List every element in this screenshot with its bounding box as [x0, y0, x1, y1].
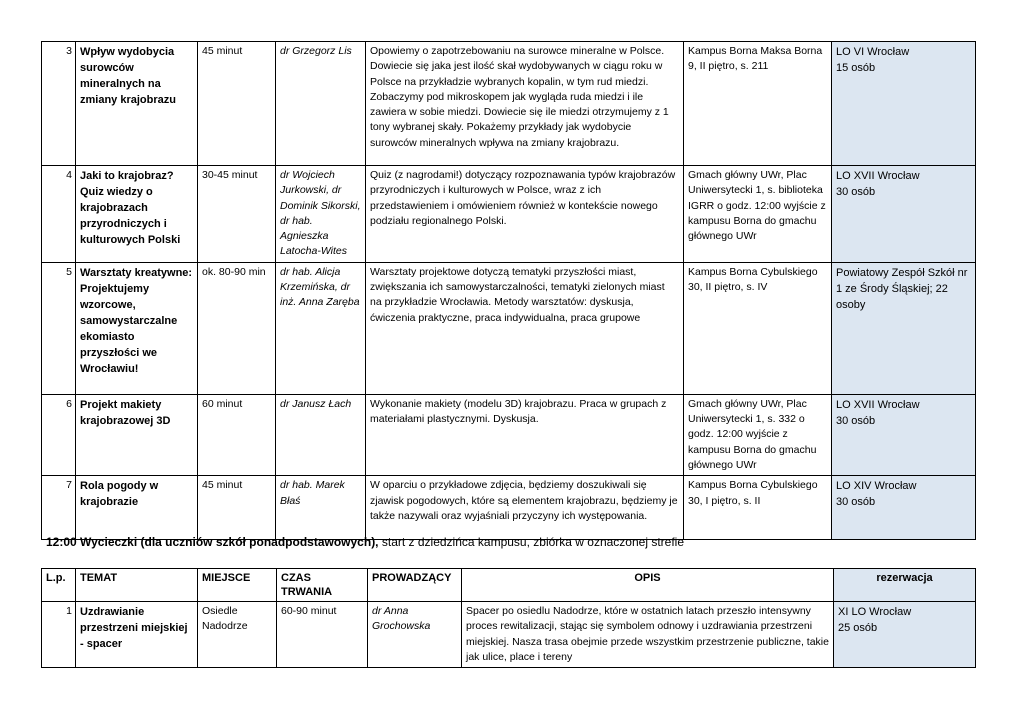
duration-cell: ok. 80-90 min — [198, 262, 276, 394]
description-cell: Wykonanie makiety (modelu 3D) krajobrazu. Praca w grupach z materiałami plastycznymi. Dyskusja. — [366, 394, 684, 475]
table-row — [42, 476, 976, 540]
group-size: 15 osób — [836, 62, 876, 74]
reservation-cell — [834, 602, 976, 668]
place-cell: Kampus Borna Maksa Borna 9, II piętro, s. 211 — [684, 42, 832, 166]
trips-table — [41, 568, 976, 668]
school-name: LO XIV Wrocław — [836, 480, 917, 493]
header-lp: L.p. — [42, 569, 76, 602]
school-name: LO XVII Wrocław — [836, 170, 920, 182]
school-name: LO XVII Wrocław — [836, 398, 920, 411]
group-size: 30 osób — [836, 496, 876, 509]
row-number: 1 — [42, 602, 76, 668]
topic-cell: Wpływ wydobycia surowców mineralnych na zmiany krajobrazu — [76, 42, 198, 166]
leader-cell: dr Grzegorz Lis — [276, 42, 366, 166]
place-cell: Osiedle Nadodrze — [198, 602, 277, 668]
leader-cell: dr Janusz Łach — [276, 394, 366, 475]
header-description: OPIS — [462, 569, 834, 602]
topic-cell: Warsztaty kreatywne: Projektujemy wzorcowe, samowystarczalne ekomiasto przyszłości we Wrocławiu! — [76, 262, 198, 394]
reservation-cell — [832, 262, 976, 394]
table-row — [42, 42, 976, 166]
topic-cell: Jaki to krajobraz? Quiz wiedzy o krajobrazach przyrodniczych i kulturowych Polski — [76, 166, 198, 263]
table-row — [42, 602, 976, 668]
row-number: 4 — [42, 166, 76, 263]
leader-cell: dr Anna Grochowska — [368, 602, 462, 668]
topic-cell: Uzdrawianie przestrzeni miejskiej - spacer — [76, 602, 198, 668]
table-row — [42, 166, 976, 263]
header-topic: TEMAT — [76, 569, 198, 602]
duration-cell: 45 minut — [198, 476, 276, 540]
description-cell: Warsztaty projektowe dotyczą tematyki przyszłości miast, zwiększania ich samowystarczalności, tematyki zielonych miast na przykładzie Wrocławia. Metody warsztatów: dyskusja, ćwiczenia praktyczne, praca indywidualna, praca grupowe — [366, 262, 684, 394]
header-leader: PROWADZĄCY — [368, 569, 462, 602]
trips-heading-bold: 12:00 Wycieczki (dla uczniów szkół ponadpodstawowych), — [46, 535, 379, 549]
place-cell: Kampus Borna Cybulskiego 30, II piętro, s. IV — [684, 262, 832, 394]
leader-cell: dr Wojciech Jurkowski, dr Dominik Sikorski, dr hab. Agnieszka Latocha-Wites — [276, 166, 366, 263]
leader-cell: dr hab. Marek Błaś — [276, 476, 366, 540]
place-cell: Kampus Borna Cybulskiego 30, I piętro, s. II — [684, 476, 832, 540]
group-size: 30 osób — [836, 414, 876, 427]
place-cell: Gmach główny UWr, Plac Uniwersytecki 1, s. biblioteka IGRR o godz. 12:00 wyjście z kampusu Borna do gmachu głównego UWr — [684, 166, 832, 263]
topic-cell: Projekt makiety krajobrazowej 3D — [76, 394, 198, 475]
duration-cell: 60 minut — [198, 394, 276, 475]
reservation-cell — [832, 166, 976, 263]
row-number: 7 — [42, 476, 76, 540]
reservation-cell — [832, 42, 976, 166]
duration-cell: 60-90 minut — [277, 602, 368, 668]
group-size: 25 osób — [838, 622, 878, 634]
row-number: 5 — [42, 262, 76, 394]
table-row — [42, 262, 976, 394]
reservation-cell — [832, 476, 976, 540]
description-cell: Opowiemy o zapotrzebowaniu na surowce mineralne w Polsce. Dowiecie się jaka jest ilość skał wydobywanych w ciągu roku w Polsce na przykładzie wybranych kopalin, w tym rud miedzi. Zobaczymy pod mikroskopem jak wygląda ruda miedzi i ile zawiera w sobie miedzi. Dowiecie się ile miedzi otrzymujemy z 1 tony wybranej skały. Pokażemy przykłady jak wydobycie surowców mineralnych wpływa na zmiany krajobrazu. — [366, 42, 684, 166]
reservation-cell — [832, 394, 976, 475]
header-place: MIEJSCE — [198, 569, 277, 602]
header-row — [42, 569, 976, 602]
table-row — [42, 394, 976, 475]
school-name: Powiatowy Zespół Szkół nr 1 ze Środy Śląskiej; 22 osoby — [836, 266, 968, 311]
trips-heading — [46, 535, 684, 549]
duration-cell: 30-45 minut — [198, 166, 276, 263]
header-duration: CZAS TRWANIA — [277, 569, 368, 602]
row-number: 3 — [42, 42, 76, 166]
description-cell: Quiz (z nagrodami!) dotyczący rozpoznawania typów krajobrazów przyrodniczych i kulturowych w Polsce, wraz z ich przedstawieniem i omówieniem również w kontekście nowego podziału regionalnego Polski. — [366, 166, 684, 263]
trips-heading-rest: start z dziedzińca kampusu, zbiórka w oznaczonej strefie — [378, 535, 685, 549]
row-number: 6 — [42, 394, 76, 475]
description-cell: W oparciu o przykładowe zdjęcia, będziemy doszukiwali się zjawisk pogodowych, które są elementem krajobrazu, będziemy je także nazywali oraz wyjaśniali przyczyny ich występowania. — [366, 476, 684, 540]
description-cell: Spacer po osiedlu Nadodrze, które w ostatnich latach przeszło intensywny proces rewitalizacji, stając się symbolem odnowy i uzdrawiania przestrzeni miejskiej. Nasza trasa obejmie przede wszystkim przestrzenie publiczne, takie jak ulice, place i tereny — [462, 602, 834, 668]
school-name: LO VI Wrocław — [836, 46, 910, 58]
duration-cell: 45 minut — [198, 42, 276, 166]
topic-cell: Rola pogody w krajobrazie — [76, 476, 198, 540]
school-name: XI LO Wrocław — [838, 606, 912, 618]
workshops-table — [41, 41, 976, 540]
header-reservation: rezerwacja — [834, 569, 976, 602]
place-cell: Gmach główny UWr, Plac Uniwersytecki 1, s. 332 o godz. 12:00 wyjście z kampusu Borna do gmachu głównego UWr — [684, 394, 832, 475]
leader-cell: dr hab. Alicja Krzemińska, dr inż. Anna Zaręba — [276, 262, 366, 394]
group-size: 30 osób — [836, 186, 876, 198]
